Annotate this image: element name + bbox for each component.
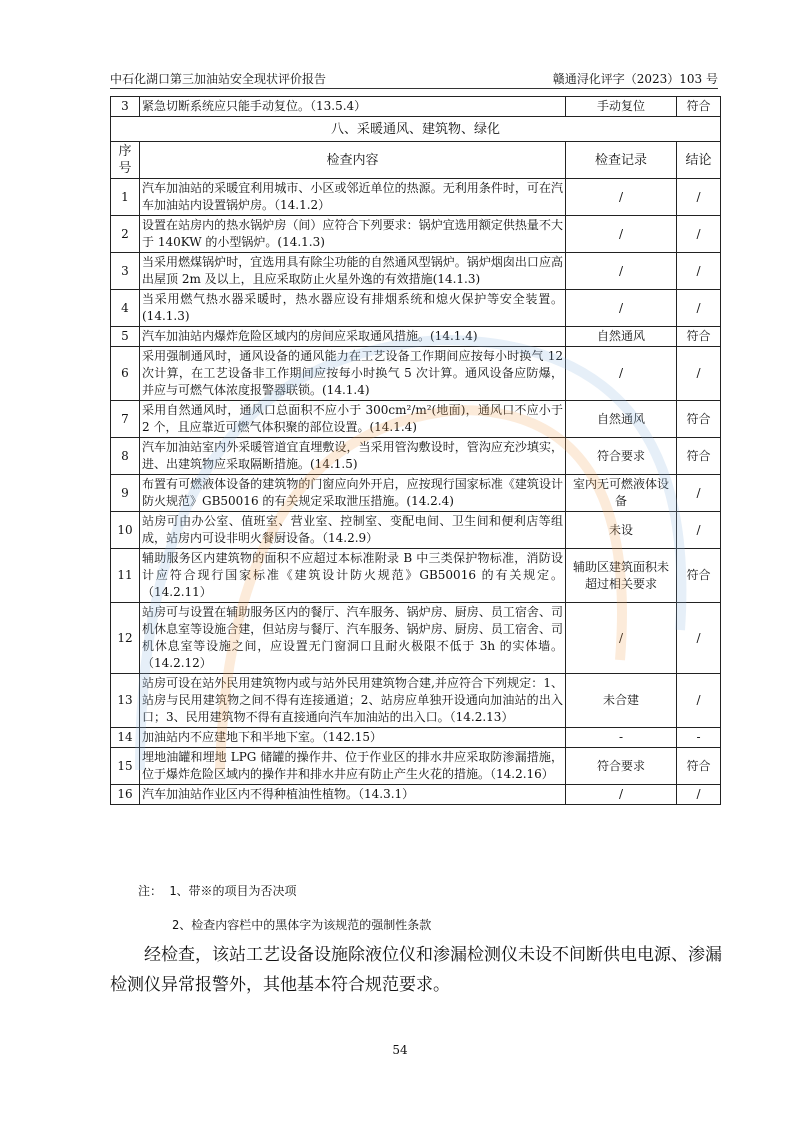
row-record: 手动复位 [566, 97, 677, 117]
table-row [111, 97, 721, 117]
table-row [111, 674, 721, 728]
table-row [111, 512, 721, 549]
row-content: 加油站内不应建地下和半地下室。（142.15） [140, 728, 566, 748]
row-record: 符合要求 [566, 438, 677, 475]
row-result: / [677, 290, 721, 327]
row-record: 辅助区建筑面积未超过相关要求 [566, 549, 677, 603]
row-record: / [566, 216, 677, 253]
row-record: / [566, 347, 677, 401]
row-number: 8 [111, 438, 140, 475]
row-number: 14 [111, 728, 140, 748]
column-header-record: 检查记录 [566, 142, 677, 179]
row-content: 辅助服务区内建筑物的面积不应超过本标准附录 B 中三类保护物标准，消防设计应符合现行国家标准《建筑设计防火规范》GB50016 的有关规定。（14.2.11） [140, 549, 566, 603]
row-content: 设置在站房内的热水锅炉房（间）应符合下列要求：锅炉宜选用额定供热量不大于 140KW 的小型锅炉。(14.1.3) [140, 216, 566, 253]
table-row [111, 179, 721, 216]
row-content: 布置有可燃液体设备的建筑物的门窗应向外开启，应按现行国家标准《建筑设计防火规范》GB50016 的有关规定采取泄压措施。(14.2.4) [140, 475, 566, 512]
row-result: 符合 [677, 401, 721, 438]
row-result: / [677, 216, 721, 253]
row-record: / [566, 290, 677, 327]
row-content: 站房可设在站外民用建筑物内或与站外民用建筑物合建,并应符合下列规定：1、站房与民用建筑物之间不得有连接通道；2、站房应单独开设通向加油站的出入口；3、民用建筑物不得有直接通向汽车加油站的出入口。（14.2.13） [140, 674, 566, 728]
row-result: 符合 [677, 748, 721, 785]
row-result: / [677, 785, 721, 805]
row-content: 汽车加油站的采暖宜利用城市、小区或邻近单位的热源。无利用条件时，可在汽车加油站内设置锅炉房。（14.1.2） [140, 179, 566, 216]
row-number: 12 [111, 603, 140, 674]
row-number: 13 [111, 674, 140, 728]
row-number: 2 [111, 216, 140, 253]
row-record: 室内无可燃液体设备 [566, 475, 677, 512]
row-record: 自然通风 [566, 327, 677, 347]
row-content: 当采用燃煤锅炉时，宜选用具有除尘功能的自然通风型锅炉。锅炉烟囱出口应高出屋顶 2m 及以上，且应采取防止火星外逸的有效措施(14.1.3) [140, 253, 566, 290]
table-row [111, 603, 721, 674]
row-result: / [677, 347, 721, 401]
table-row [111, 475, 721, 512]
conclusion-paragraph: 经检查，该站工艺设备设施除液位仪和渗漏检测仪未设不间断供电电源、渗漏检测仪异常报警外，其他基本符合规范要求。 [110, 945, 722, 995]
row-record: 符合要求 [566, 748, 677, 785]
row-content: 采用自然通风时，通风口总面积不应小于 300cm²/m²(地面)，通风口不应小于 2 个，且应靠近可燃气体积聚的部位设置。(14.1.4) [140, 401, 566, 438]
row-content: 埋地油罐和埋地 LPG 储罐的操作井、位于作业区的排水井应采取防渗漏措施，位于爆炸危险区域内的操作井和排水井应有防止产生火花的措施。（14.2.16） [140, 748, 566, 785]
table-row [111, 216, 721, 253]
row-number: 11 [111, 549, 140, 603]
row-record: / [566, 179, 677, 216]
row-number: 3 [111, 97, 140, 117]
row-content: 紧急切断系统应只能手动复位。（13.5.4） [140, 97, 566, 117]
row-result: 符合 [677, 438, 721, 475]
row-number: 16 [111, 785, 140, 805]
row-record: 未设 [566, 512, 677, 549]
row-content: 汽车加油站室内外采暖管道宜直埋敷设，当采用管沟敷设时，管沟应充沙填实，进、出建筑物应采取隔断措施。(14.1.5) [140, 438, 566, 475]
report-title: 中石化湖口第三加油站安全现状评价报告 [110, 72, 327, 86]
row-result: / [677, 253, 721, 290]
row-content: 站房可与设置在辅助服务区内的餐厅、汽车服务、锅炉房、厨房、员工宿舍、司机休息室等设施合建，但站房与餐厅、汽车服务、锅炉房、厨房、员工宿舍、司机休息室等设施之间，应设置无门窗洞口且耐火极限不低于 3h 的实体墙。（14.2.12） [140, 603, 566, 674]
notes [138, 882, 432, 932]
row-record: / [566, 253, 677, 290]
row-number: 9 [111, 475, 140, 512]
row-result: / [677, 512, 721, 549]
row-record: 未合建 [566, 674, 677, 728]
table-row [111, 290, 721, 327]
column-header-no: 序号 [111, 142, 140, 179]
row-result: / [677, 475, 721, 512]
report-number: 赣通浔化评字（2023）103 号 [552, 72, 718, 86]
row-result: 符合 [677, 97, 721, 117]
row-result: - [677, 728, 721, 748]
row-record: 自然通风 [566, 401, 677, 438]
row-number: 7 [111, 401, 140, 438]
row-number: 3 [111, 253, 140, 290]
column-header-content: 检查内容 [140, 142, 566, 179]
table-row [111, 401, 721, 438]
table-row [111, 728, 721, 748]
row-content: 站房可由办公室、值班室、营业室、控制室、变配电间、卫生间和便利店等组成，站房内可设非明火餐厨设备。（14.2.9） [140, 512, 566, 549]
section-row [111, 117, 721, 142]
note-1: 注： 1、带※的项目为否决项 [138, 884, 297, 898]
column-header-result: 结论 [677, 142, 721, 179]
row-number: 5 [111, 327, 140, 347]
table-row [111, 748, 721, 785]
row-record: / [566, 785, 677, 805]
note-2: 2、检查内容栏中的黑体字为该规范的强制性条款 [172, 918, 432, 932]
table-row [111, 438, 721, 475]
row-record: - [566, 728, 677, 748]
row-content: 汽车加油站内爆炸危险区域内的房间应采取通风措施。(14.1.4) [140, 327, 566, 347]
table-row [111, 347, 721, 401]
row-number: 6 [111, 347, 140, 401]
row-number: 10 [111, 512, 140, 549]
row-content: 当采用燃气热水器采暖时，热水器应设有排烟系统和熄火保护等安全装置。(14.1.3) [140, 290, 566, 327]
page-number: 54 [392, 1043, 408, 1057]
row-result: / [677, 674, 721, 728]
table-row [111, 549, 721, 603]
table-row [111, 785, 721, 805]
table-row [111, 253, 721, 290]
section-title: 八、采暖通风、建筑物、绿化 [111, 117, 721, 142]
row-result: / [677, 179, 721, 216]
row-record: / [566, 603, 677, 674]
row-content: 汽车加油站作业区内不得种植油性植物。（14.3.1） [140, 785, 566, 805]
inspection-table [110, 96, 721, 805]
row-result: / [677, 603, 721, 674]
row-result: 符合 [677, 549, 721, 603]
page-header [110, 70, 718, 89]
row-number: 1 [111, 179, 140, 216]
row-content: 采用强制通风时，通风设备的通风能力在工艺设备工作期间应按每小时换气 12 次计算，在工艺设备非工作期间应按每小时换气 5 次计算。通风设备应防爆，并应与可燃气体浓度报警器联锁。(14.1.4) [140, 347, 566, 401]
row-result: 符合 [677, 327, 721, 347]
row-number: 15 [111, 748, 140, 785]
row-number: 4 [111, 290, 140, 327]
table-row [111, 327, 721, 347]
column-header-row [111, 142, 721, 179]
